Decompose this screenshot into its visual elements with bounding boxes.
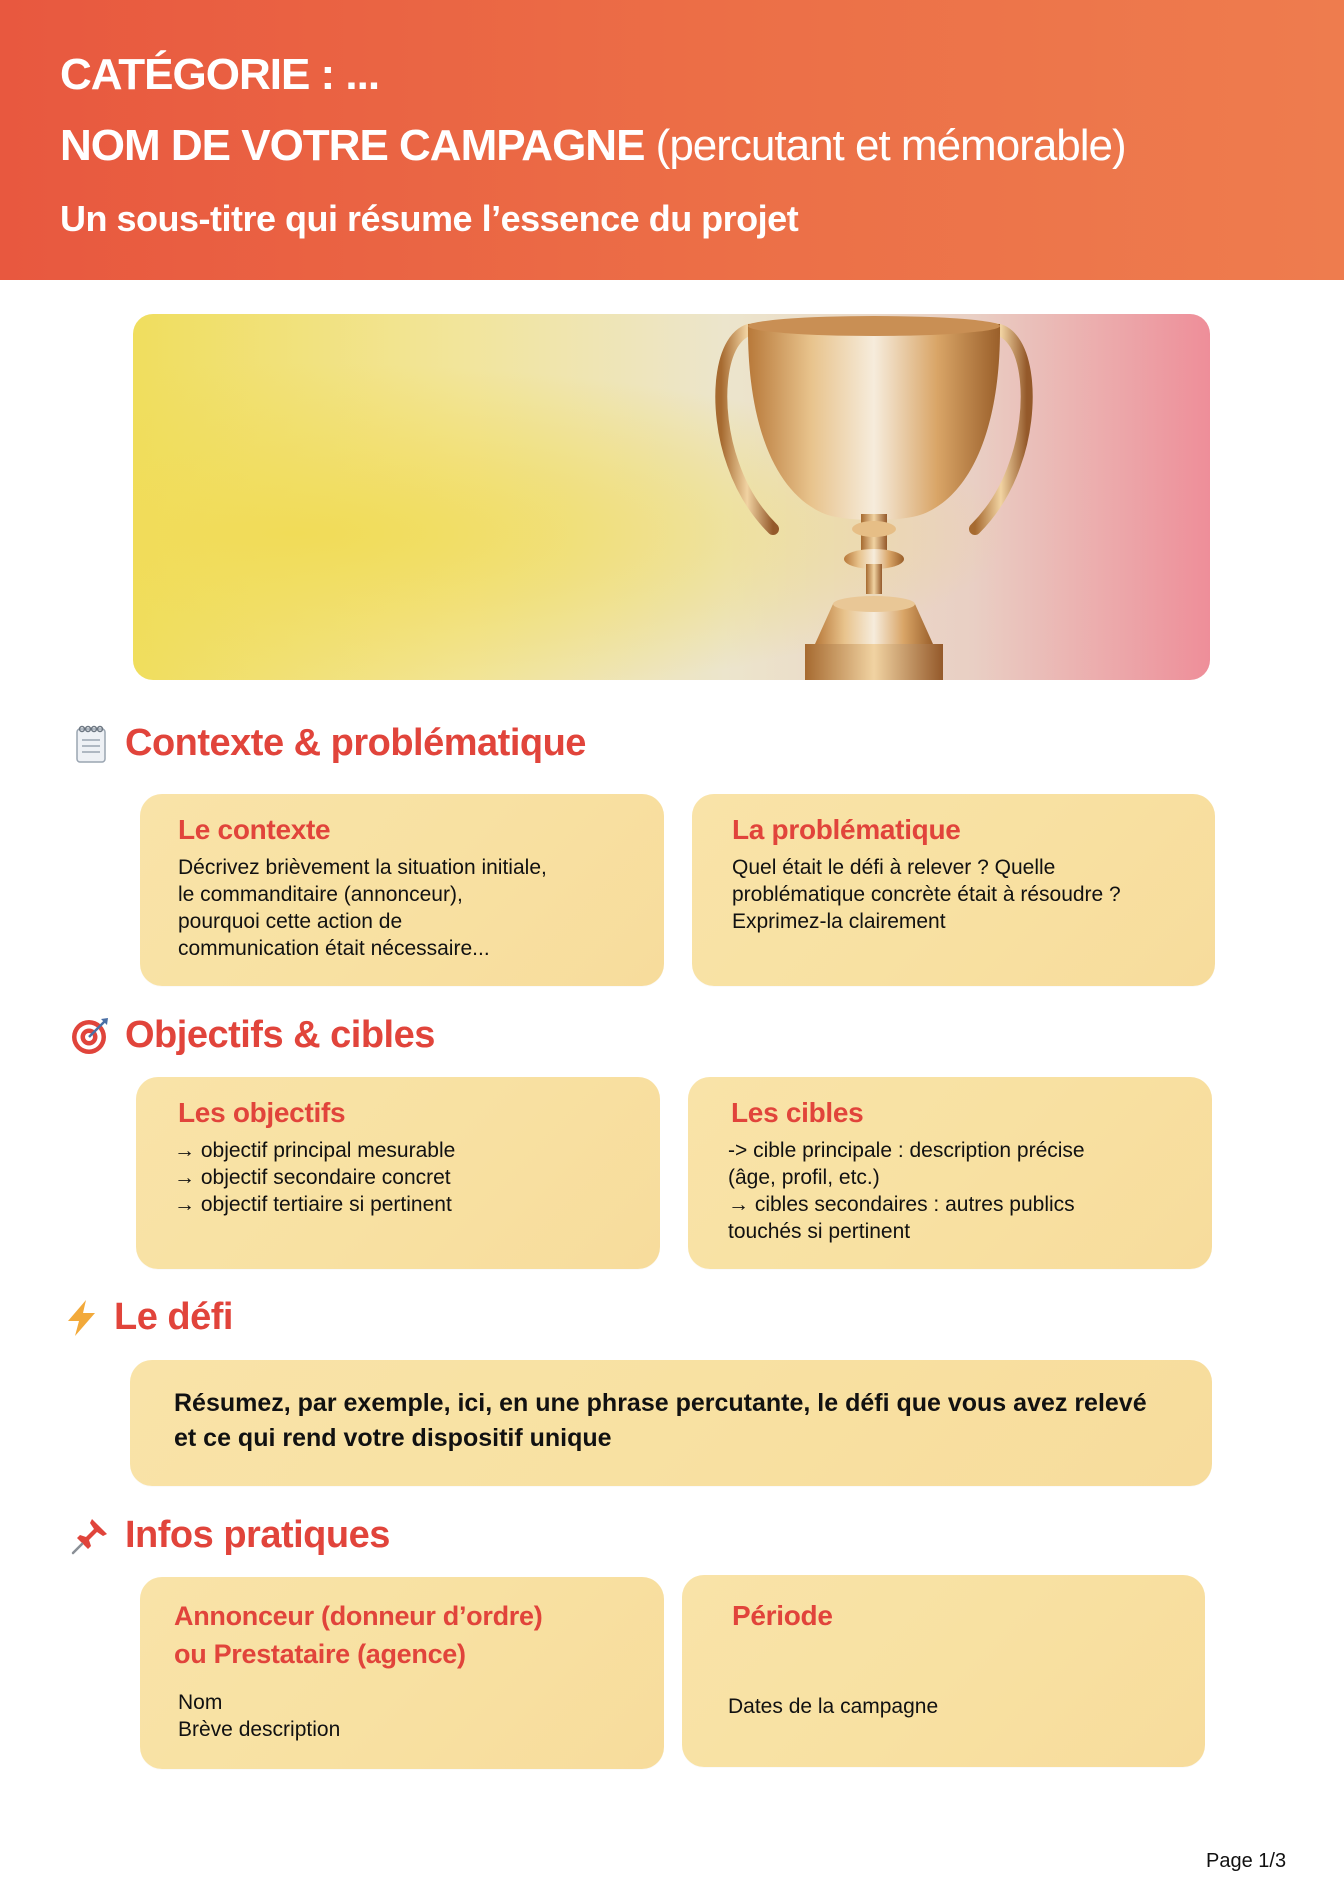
text-line: Brève description — [178, 1718, 341, 1741]
pushpin-icon — [70, 1516, 110, 1556]
section-title-defi: Le défi — [114, 1296, 233, 1338]
title-line: Annonceur (donneur d’ordre) — [174, 1601, 543, 1631]
text-line: → objectif secondaire concret — [174, 1166, 451, 1189]
text-line: -> cible principale : description précise — [728, 1139, 1085, 1162]
title-line: ou Prestataire (agence) — [174, 1639, 466, 1669]
text-line: → cibles secondaires : autres publics — [728, 1193, 1075, 1216]
card-title-problematique: La problématique — [732, 814, 961, 845]
lightning-icon — [62, 1298, 102, 1338]
text-line: problématique concrète était à résoudre ? — [732, 883, 1121, 906]
text-line: Exprimez-la clairement — [732, 910, 946, 933]
text-line: Quel était le défi à relever ? Quelle — [732, 856, 1056, 879]
card-title-contexte: Le contexte — [178, 814, 331, 845]
category-label: CATÉGORIE : ... — [60, 50, 380, 99]
page-number: Page 1/3 — [1206, 1850, 1287, 1872]
trophy-icon — [133, 314, 1210, 680]
campaign-name-main: NOM DE VOTRE CAMPAGNE — [60, 121, 645, 170]
campaign-name-hint: (percutant et mémorable) — [655, 121, 1126, 170]
header-banner — [0, 0, 1344, 280]
card-cibles — [688, 1077, 1212, 1269]
card-body-cibles — [728, 1137, 1085, 1245]
card-title-objectifs: Les objectifs — [178, 1097, 346, 1128]
target-icon — [70, 1016, 110, 1056]
card-title-periode: Période — [732, 1600, 833, 1631]
text-line: pourquoi cette action de — [178, 910, 403, 933]
card-body-contexte — [178, 854, 547, 962]
text-line: → objectif principal mesurable — [174, 1139, 456, 1162]
text-line: communication était nécessaire... — [178, 937, 490, 960]
section-title-objectifs: Objectifs & cibles — [125, 1014, 435, 1056]
defi-text — [174, 1386, 1147, 1456]
card-body-problematique — [732, 854, 1121, 935]
card-problematique — [692, 794, 1215, 986]
card-body-objectifs — [174, 1137, 455, 1218]
card-periode — [682, 1575, 1205, 1767]
text-line: et ce qui rend votre dispositif unique — [174, 1424, 612, 1452]
text-line: Nom — [178, 1691, 223, 1714]
section-title-contexte: Contexte & problématique — [125, 722, 586, 764]
card-contexte — [140, 794, 664, 986]
text-line: Résumez, par exemple, ici, en une phrase percutante, le défi que vous avez relevé — [174, 1389, 1147, 1417]
subtitle: Un sous-titre qui résume l’essence du projet — [60, 198, 799, 239]
text-line: (âge, profil, etc.) — [728, 1166, 880, 1189]
notepad-icon — [72, 724, 112, 764]
text-line: le commanditaire (annonceur), — [178, 883, 463, 906]
card-annonceur — [140, 1577, 664, 1769]
text-line: → objectif tertiaire si pertinent — [174, 1193, 452, 1216]
section-title-infos: Infos pratiques — [125, 1514, 390, 1556]
card-title-cibles: Les cibles — [731, 1097, 864, 1128]
text-line: Dates de la campagne — [728, 1695, 939, 1718]
card-body-periode — [728, 1693, 938, 1720]
text-line: touchés si pertinent — [728, 1220, 911, 1243]
card-objectifs — [136, 1077, 660, 1269]
hero-image — [133, 314, 1210, 680]
text-line: Décrivez brièvement la situation initiale, — [178, 856, 547, 879]
campaign-name — [60, 121, 1126, 171]
card-body-annonceur — [178, 1689, 340, 1743]
card-title-annonceur — [174, 1597, 542, 1673]
